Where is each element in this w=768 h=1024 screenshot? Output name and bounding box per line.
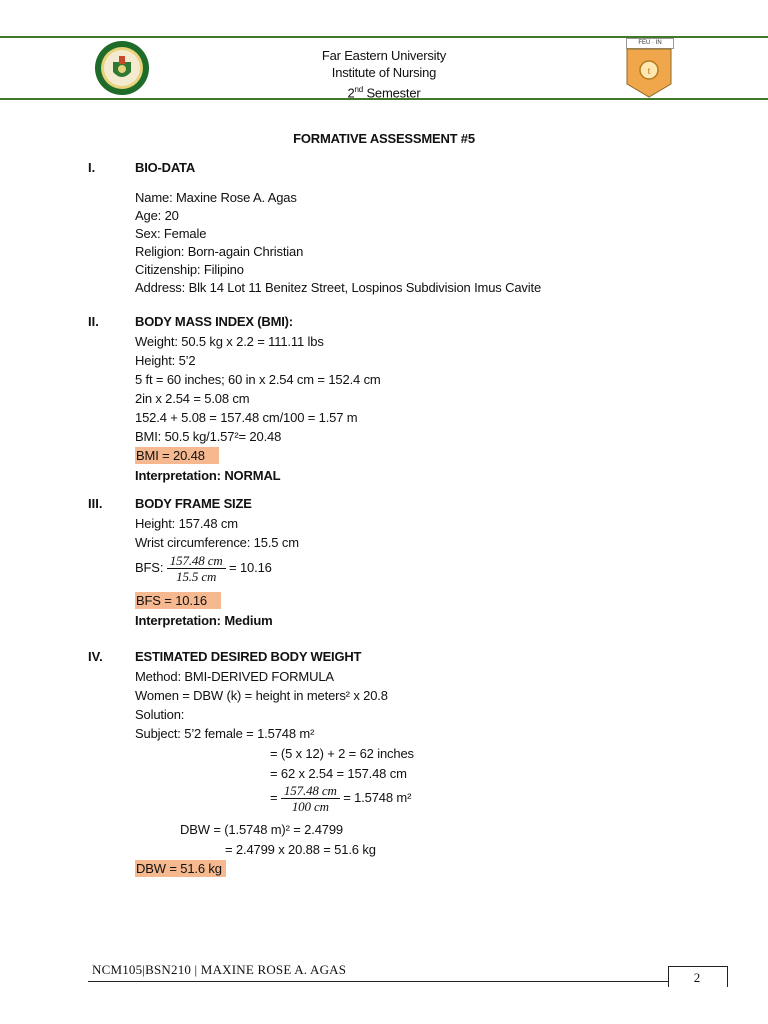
page-number: 2	[693, 970, 701, 985]
bmi-weight: Weight: 50.5 kg x 2.2 = 111.11 lbs	[135, 334, 324, 349]
svg-text:t: t	[647, 66, 651, 77]
bmi-feet-conversion: 5 ft = 60 inches; 60 in x 2.54 cm = 152.4 cm	[135, 372, 381, 387]
bmi-height: Height: 5’2	[135, 353, 196, 368]
biodata-religion: Religion: Born-again Christian	[135, 244, 304, 259]
section-1-heading: BIO-DATA	[135, 160, 196, 175]
section-3-numeral: III.	[88, 496, 103, 511]
dbw-subject: Subject: 5’2 female = 1.5748 m²	[135, 726, 315, 741]
dbw-fraction: $\frac{157.48 cm}{100 cm}$	[281, 783, 340, 814]
biodata-age: Age: 20	[135, 208, 179, 223]
dbw-calc-inches: = (5 x 12) + 2 = 62 inches	[270, 746, 414, 761]
bmi-result: BMI = 20.48	[135, 447, 219, 464]
section-1-numeral: I.	[88, 160, 96, 175]
bfs-fraction: $\frac{157.48 cm}{15.5 cm}$	[167, 553, 226, 584]
bfs-equals: = 10.16	[229, 559, 272, 575]
header-institute: Institute of Nursing	[331, 65, 437, 80]
bmi-meter-conversion: 152.4 + 5.08 = 157.48 cm/100 = 1.57 m	[135, 410, 358, 425]
bfs-height: Height: 157.48 cm	[135, 516, 238, 531]
biodata-name: Name: Maxine Rose A. Agas	[135, 190, 297, 205]
footer-rule	[88, 981, 668, 982]
dbw-solution-label: Solution:	[135, 707, 185, 722]
biodata-citizenship: Citizenship: Filipino	[135, 262, 244, 277]
dbw-frac-prefix: =	[270, 789, 278, 805]
section-2-heading: BODY MASS INDEX (BMI):	[135, 314, 293, 329]
biodata-sex: Sex: Female	[135, 226, 207, 241]
bfs-fraction-line	[135, 553, 272, 584]
dbw-calc-cm: = 62 x 2.54 = 157.48 cm	[270, 766, 407, 781]
dbw-result: DBW = 51.6 kg	[135, 860, 226, 877]
dbw-fraction-line	[270, 783, 411, 814]
feu-in-shield-icon	[626, 48, 672, 98]
feu-in-logo-label: FEU · IN	[626, 38, 674, 49]
header-semester: 2nd Semester	[347, 85, 421, 101]
header-university: Far Eastern University	[321, 48, 447, 63]
section-2-numeral: II.	[88, 314, 99, 329]
section-4-heading: ESTIMATED DESIRED BODY WEIGHT	[135, 649, 362, 664]
bmi-formula: BMI: 50.5 kg/1.57²= 20.48	[135, 429, 282, 444]
bfs-wrist: Wrist circumference: 15.5 cm	[135, 535, 299, 550]
dbw-frac-equals: = 1.5748 m²	[343, 789, 412, 805]
bmi-interpretation: Interpretation: NORMAL	[135, 468, 281, 483]
section-4-numeral: IV.	[88, 649, 103, 664]
section-3-heading: BODY FRAME SIZE	[135, 496, 252, 511]
bmi-inch-conversion: 2in x 2.54 = 5.08 cm	[135, 391, 250, 406]
footer-text: NCM105|BSN210 | MAXINE ROSE A. AGAS	[92, 962, 347, 977]
dbw-calc-final: = 2.4799 x 20.88 = 51.6 kg	[225, 842, 376, 857]
feu-in-logo	[626, 38, 672, 98]
bfs-result: BFS = 10.16	[135, 592, 221, 609]
bfs-label: BFS:	[135, 559, 164, 575]
dbw-calc-square: DBW = (1.5748 m)² = 2.4799	[180, 822, 344, 837]
biodata-address: Address: Blk 14 Lot 11 Benitez Street, Lospinos Subdivision Imus Cavite	[135, 280, 542, 295]
bfs-interpretation: Interpretation: Medium	[135, 613, 273, 628]
dbw-formula: Women = DBW (k) = height in meters² x 20.8	[135, 688, 388, 703]
dbw-method: Method: BMI-DERIVED FORMULA	[135, 669, 334, 684]
document-title: FORMATIVE ASSESSMENT #5	[293, 131, 475, 146]
